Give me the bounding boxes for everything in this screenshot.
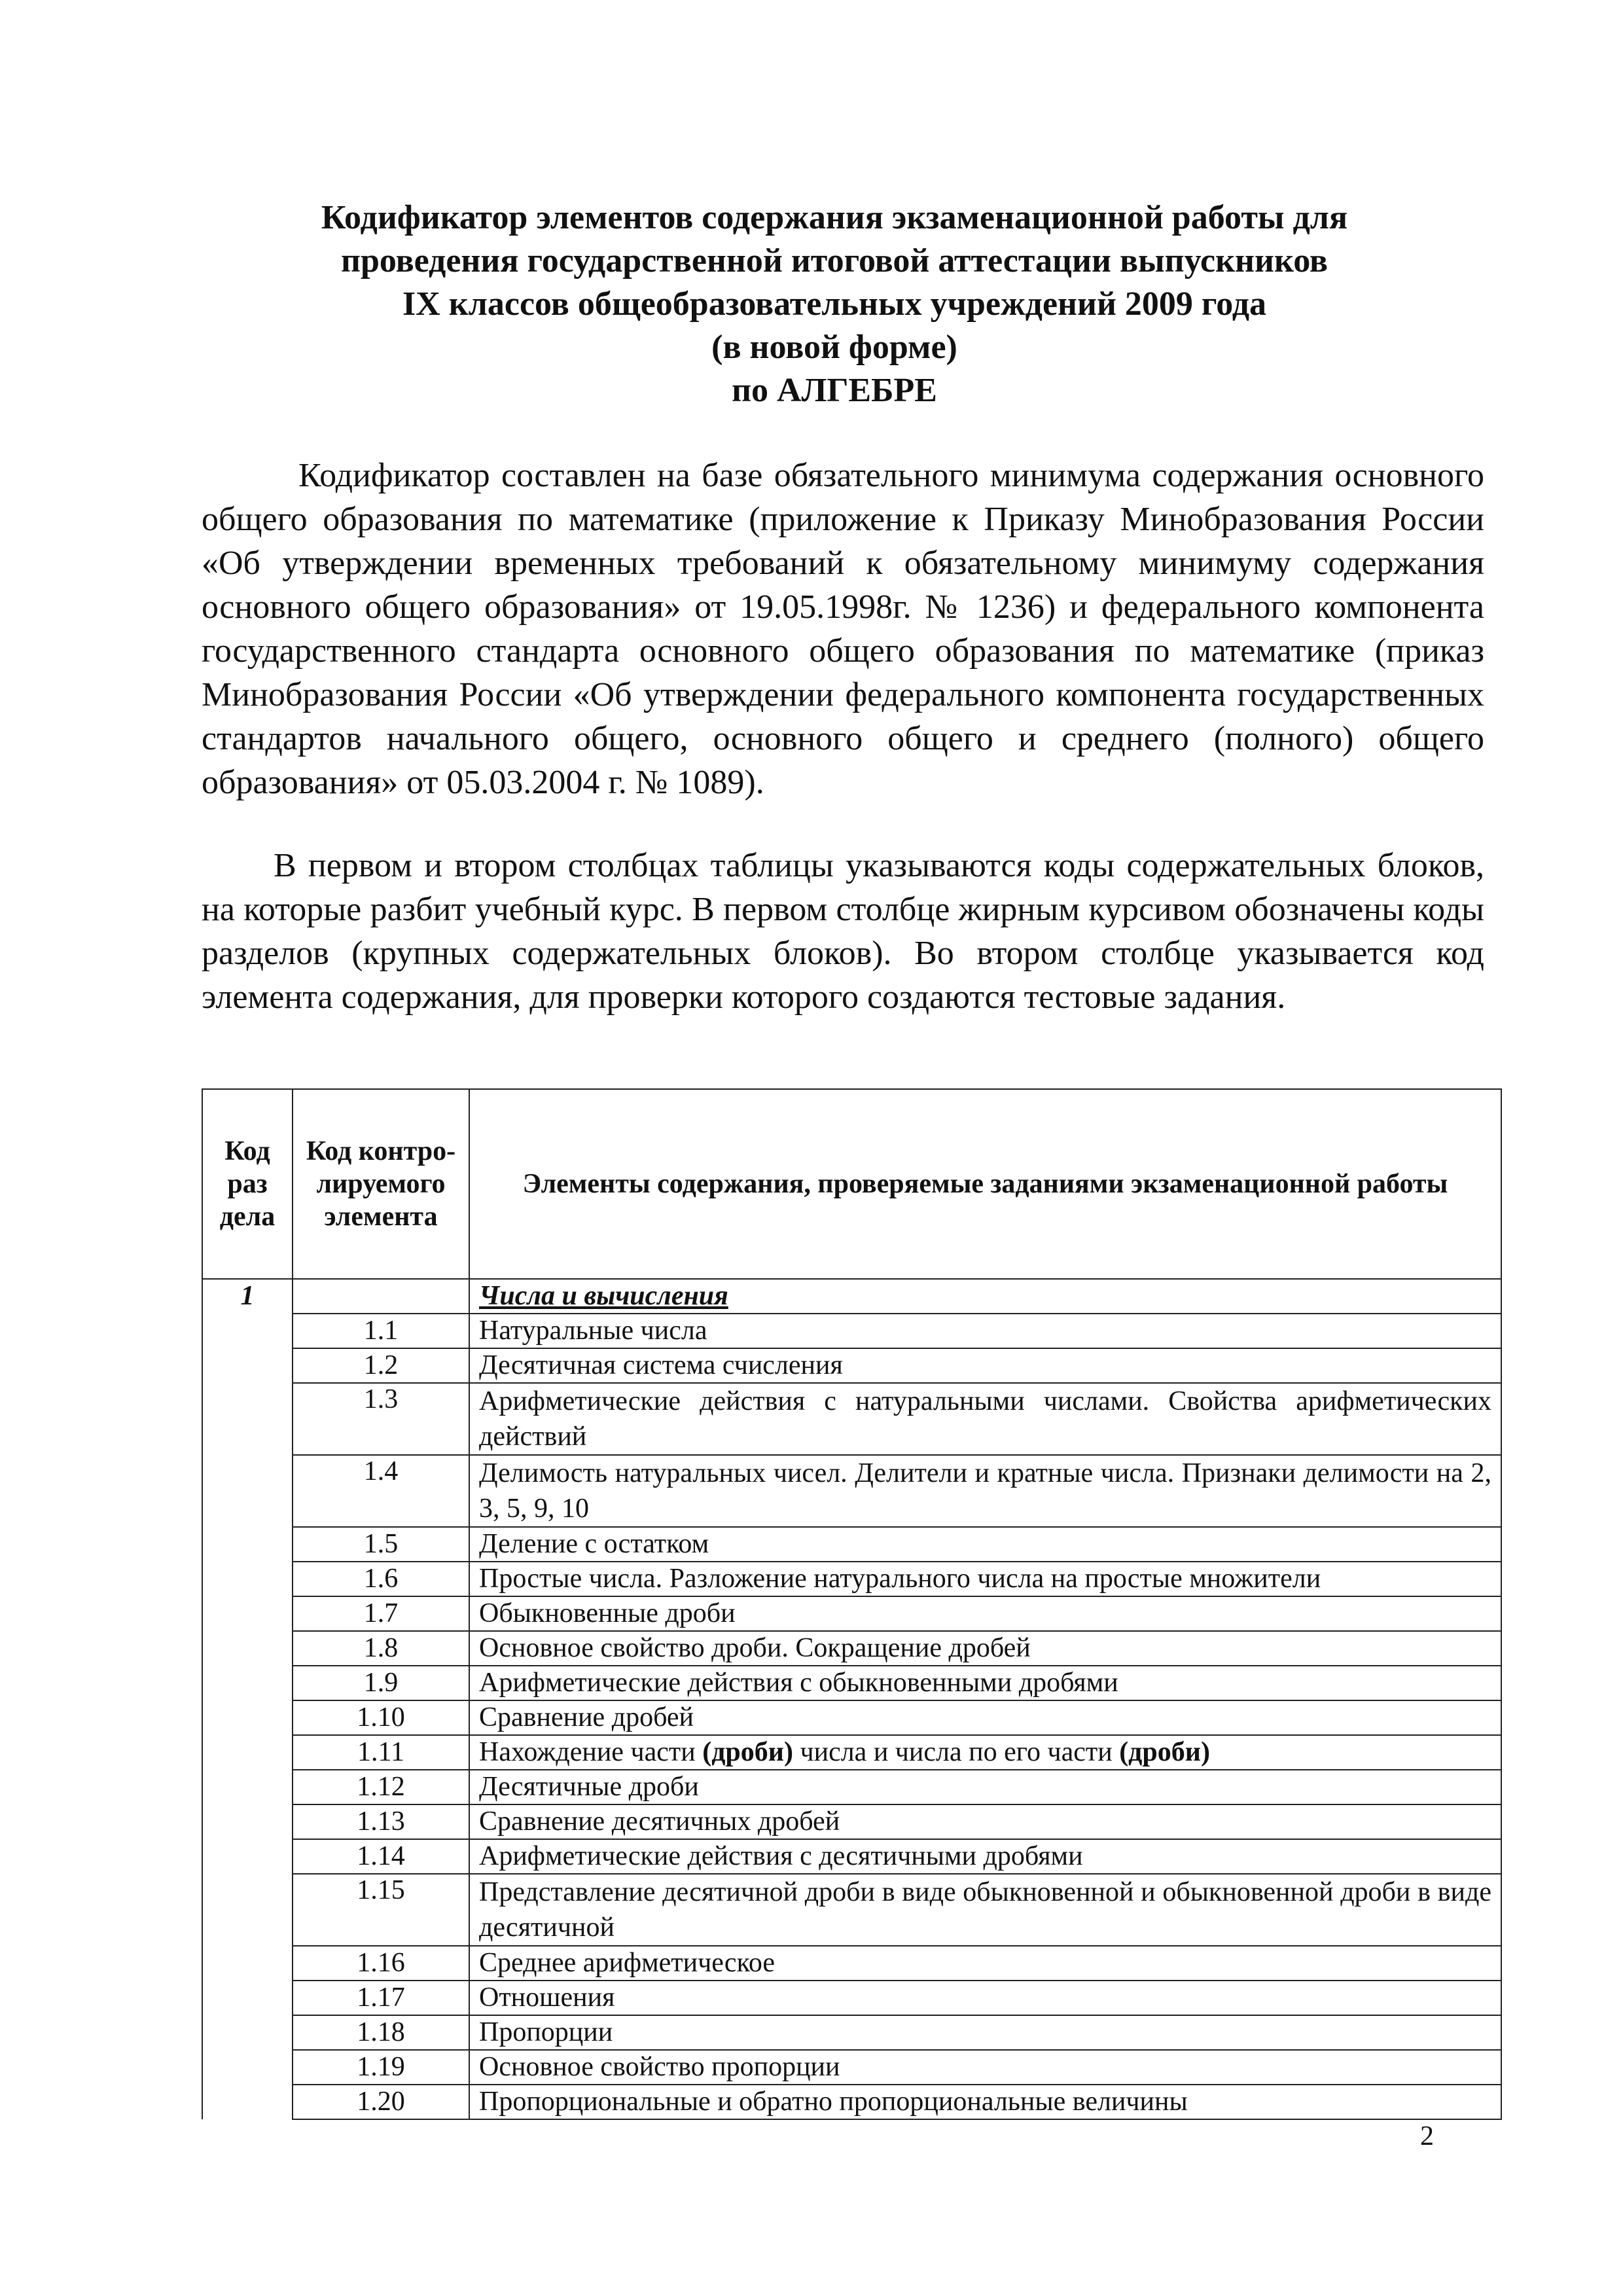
table-row — [202, 2050, 1501, 2085]
element-code: 1.11 — [293, 1735, 469, 1770]
element-code: 1.16 — [293, 1946, 469, 1981]
element-text: Пропорции — [469, 2015, 1501, 2050]
title-line-4: (в новой форме) — [711, 329, 957, 366]
element-text: Арифметические действия с натуральными числами. Свойства арифметических действий — [469, 1383, 1501, 1455]
section-empty-cell — [293, 1279, 469, 1314]
element-code: 1.3 — [293, 1383, 469, 1455]
element-code: 1.12 — [293, 1770, 469, 1804]
table-row — [202, 1348, 1501, 1383]
element-text: Простые числа. Разложение натурального числа на простые множители — [469, 1562, 1501, 1596]
section-title: Числа и вычисления — [469, 1279, 1501, 1314]
element-code: 1.4 — [293, 1455, 469, 1527]
element-text: Пропорциональные и обратно пропорциональные величины — [469, 2085, 1501, 2119]
header-content-elements: Элементы содержания, проверяемые заданиями экзаменационной работы — [469, 1089, 1501, 1279]
element-text: Основное свойство пропорции — [469, 2050, 1501, 2085]
element-code: 1.2 — [293, 1348, 469, 1383]
table-header-row — [202, 1089, 1501, 1279]
table-row — [202, 1804, 1501, 1839]
table-row — [202, 1770, 1501, 1804]
element-text: Обыкновенные дроби — [469, 1596, 1501, 1631]
element-text: Деление с остатком — [469, 1527, 1501, 1562]
element-text: Сравнение дробей — [469, 1700, 1501, 1735]
codifier-table — [202, 1088, 1502, 2120]
element-text: Среднее арифметическое — [469, 1946, 1501, 1981]
element-code: 1.7 — [293, 1596, 469, 1631]
table-row — [202, 1383, 1501, 1455]
header-element-code: Код контро-лируемого элемента — [293, 1089, 469, 1279]
table-row — [202, 1700, 1501, 1735]
element-code: 1.15 — [293, 1874, 469, 1946]
element-text: Представление десятичной дроби в виде обыкновенной и обыкновенной дроби в виде десятичной — [469, 1874, 1501, 1946]
element-text: Арифметические действия с обыкновенными дробями — [469, 1666, 1501, 1700]
title-line-5: по АЛГЕБРЕ — [732, 372, 937, 409]
table-row — [202, 2015, 1501, 2050]
element-code: 1.13 — [293, 1804, 469, 1839]
intro-paragraph-1: Кодификатор составлен на базе обязательного минимума содержания основного общего образования по математике (приложение к Приказу Минобразования России «Об утверждении временных требований к обязательному минимуму содержания основного общего образования» от 19.05.1998г. № 1236) и федерального компонента государственного стандарта основного общего образования по математике (приказ Минобразования России «Об утверждении федерального компонента государственных стандартов начального общего, основного общего и среднего (полного) общего образования» от 05.03.2004 г. № 1089). — [202, 457, 1484, 801]
element-text: Десятичные дроби — [469, 1770, 1501, 1804]
table-row — [202, 2085, 1501, 2119]
element-text: Сравнение десятичных дробей — [469, 1804, 1501, 1839]
element-code: 1.19 — [293, 2050, 469, 2085]
table-row — [202, 1981, 1501, 2015]
table-row — [202, 1839, 1501, 1874]
table-row — [202, 1735, 1501, 1770]
table-row — [202, 1527, 1501, 1562]
text-part-bold: (дроби) — [1119, 1737, 1210, 1767]
element-code: 1.18 — [293, 2015, 469, 2050]
element-text: Основное свойство дроби. Сокращение дробей — [469, 1631, 1501, 1666]
text-part: числа и числа по его части — [793, 1737, 1120, 1767]
table-row — [202, 1455, 1501, 1527]
title-line-3: IX классов общеобразовательных учреждений 2009 года — [402, 285, 1267, 323]
table-row — [202, 1946, 1501, 1981]
element-code: 1.9 — [293, 1666, 469, 1700]
table-row — [202, 1596, 1501, 1631]
section-row — [202, 1279, 1501, 1314]
element-text: Делимость натуральных чисел. Делители и кратные числа. Признаки делимости на 2, 3, 5, 9, 10 — [469, 1455, 1501, 1527]
intro-paragraph-2: В первом и втором столбцах таблицы указываются коды содержательных блоков, на которые разбит учебный курс. В первом столбце жирным курсивом обозначены коды разделов (крупных содержательных блоков). Во втором столбце указывается код элемента содержания, для проверки которого создаются тестовые задания. — [202, 847, 1484, 1016]
table-row — [202, 1666, 1501, 1700]
element-code: 1.14 — [293, 1839, 469, 1874]
page-number: 2 — [1420, 2121, 1434, 2151]
document-title — [196, 196, 1472, 412]
header-section-code: Код раз дела — [202, 1089, 293, 1279]
element-code: 1.1 — [293, 1314, 469, 1348]
table-row — [202, 1874, 1501, 1946]
element-code: 1.5 — [293, 1527, 469, 1562]
title-line-2: проведения государственной итоговой аттестации выпускников — [340, 242, 1329, 279]
element-code: 1.8 — [293, 1631, 469, 1666]
table-row — [202, 1562, 1501, 1596]
element-text: Отношения — [469, 1981, 1501, 2015]
element-code: 1.6 — [293, 1562, 469, 1596]
table-row — [202, 1314, 1501, 1348]
title-line-1: Кодификатор элементов содержания экзаменационной работы для — [321, 199, 1348, 236]
text-part-bold: (дроби) — [702, 1737, 793, 1767]
element-code: 1.17 — [293, 1981, 469, 2015]
table-row — [202, 1631, 1501, 1666]
element-text: Арифметические действия с десятичными дробями — [469, 1839, 1501, 1874]
element-code: 1.10 — [293, 1700, 469, 1735]
element-code: 1.20 — [293, 2085, 469, 2119]
element-text: Десятичная система счисления — [469, 1348, 1501, 1383]
element-text: Натуральные числа — [469, 1314, 1501, 1348]
element-text — [469, 1735, 1501, 1770]
section-code: 1 — [202, 1279, 293, 2119]
text-part: Нахождение части — [479, 1737, 703, 1767]
